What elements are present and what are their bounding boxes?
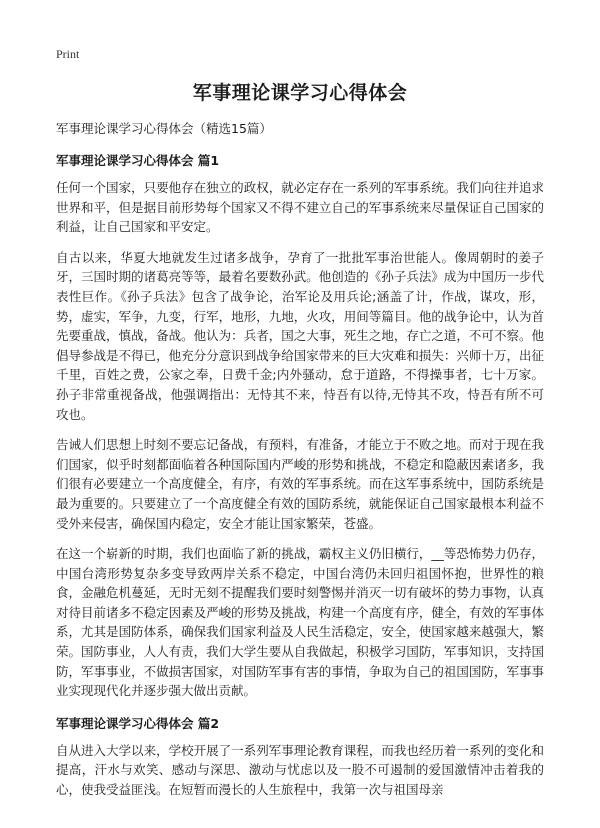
paragraph: 自从进入大学以来，学校开展了一系列军事理论教育课程，而我也经历着一系列的变化和提高，汗水与欢笑、感动与深思、激动与忧虑以及一股不可遏制的爱国激情冲击着我的心，使我受益匪浅。在短暂而漫长的人生旅程中，我第一次与祖国母亲: [56, 742, 544, 798]
document-page: [56, 46, 544, 800]
paragraph: 任何一个国家，只要他存在独立的政权，就必定存在一系列的军事系统。我们向往并追求世界和平，但是据目前形势每个国家又不得不建立自己的军事系统来尽量保证自己国家的利益，让自己国家和平安定。: [56, 180, 544, 235]
section-1: [56, 152, 544, 701]
section-2: [56, 715, 544, 800]
paragraph: 自古以来，华夏大地就发生过诸多战争，孕育了一批批军事治世能人。像周朝时的姜子牙，三国时期的诸葛亮等等，最着名要数孙武。他创造的《孙子兵法》成为中国历一步代表性巨作。《孙子兵法》包含了战争论，治军论及用兵论;涵盖了计，作战，谋攻，形，势，虚实，军争，九变，行军，地形，九地，火攻，用间等篇目。他的战争论中，认为首先要重战，慎战，备战。他认为：兵者，国之大事，死生之地，存亡之道，不可不察。他倡导参战是不得已，他充分分意识到战争给国家带来的巨大灾难和损失：兴师十万，出征千里，百姓之费，公家之奉，日费千金;内外骚动，怠于道路，不得操事者，七十万家。孙子非常重视备战，他强调指出：无恃其不来，恃吾有以待,无恃其不攻，恃吾有所不可攻也。: [56, 249, 544, 422]
document-subtitle: 军事理论课学习心得体会（精选15篇）: [56, 121, 272, 136]
paragraph: 在这一个崭新的时期，我们也面临了新的挑战，霸权主义仍旧横行，__等恐怖势力仍存，中国台湾形势复杂多变导致两岸关系不稳定，中国台湾仍未回归祖国怀抱，世界性的粮食，金融危机蔓延，无时无刻不提醒我们要时刻警惕并消灭一切有破坏的势力事物，认真对待目前诸多不稳定因素及严峻的形势及挑战，构建一个高度有序，健全，有效的军事体系，尤其是国防体系，确保我们国家利益及人民生活稳定，安全，使国家越来越强大，繁荣。国防事业，人人有责，我们大学生要从自我做起，积极学习国防，军事知识，支持国防，军事事业，不做损害国家，对国防军事有害的事情，争取为自己的祖国国防，军事事业实现现代化并逐步强大做出贡献。: [56, 546, 544, 699]
print-link[interactable]: Print: [56, 47, 80, 61]
paragraph: 告诫人们思想上时刻不要忘记备战，有预料，有准备，才能立于不败之地。而对于现在我们国家，似乎时刻都面临着各种国际国内严峻的形势和挑战，不稳定和隐蔽因素诸多，我们很有必要建立一个高度健全，有序，有效的军事系统。而在这军事系统中，国防系统是最为重要的。只要建立了一个高度健全有效的国防系统，就能保证自己国家最根本利益不受外来侵害，确保国内稳定，安全才能让国家繁荣，苍盛。: [56, 437, 544, 531]
section-heading: 军事理论课学习心得体会 篇2: [56, 715, 220, 731]
section-heading: 军事理论课学习心得体会 篇1: [56, 153, 220, 168]
document-title: 军事理论课学习心得体会: [192, 82, 408, 104]
